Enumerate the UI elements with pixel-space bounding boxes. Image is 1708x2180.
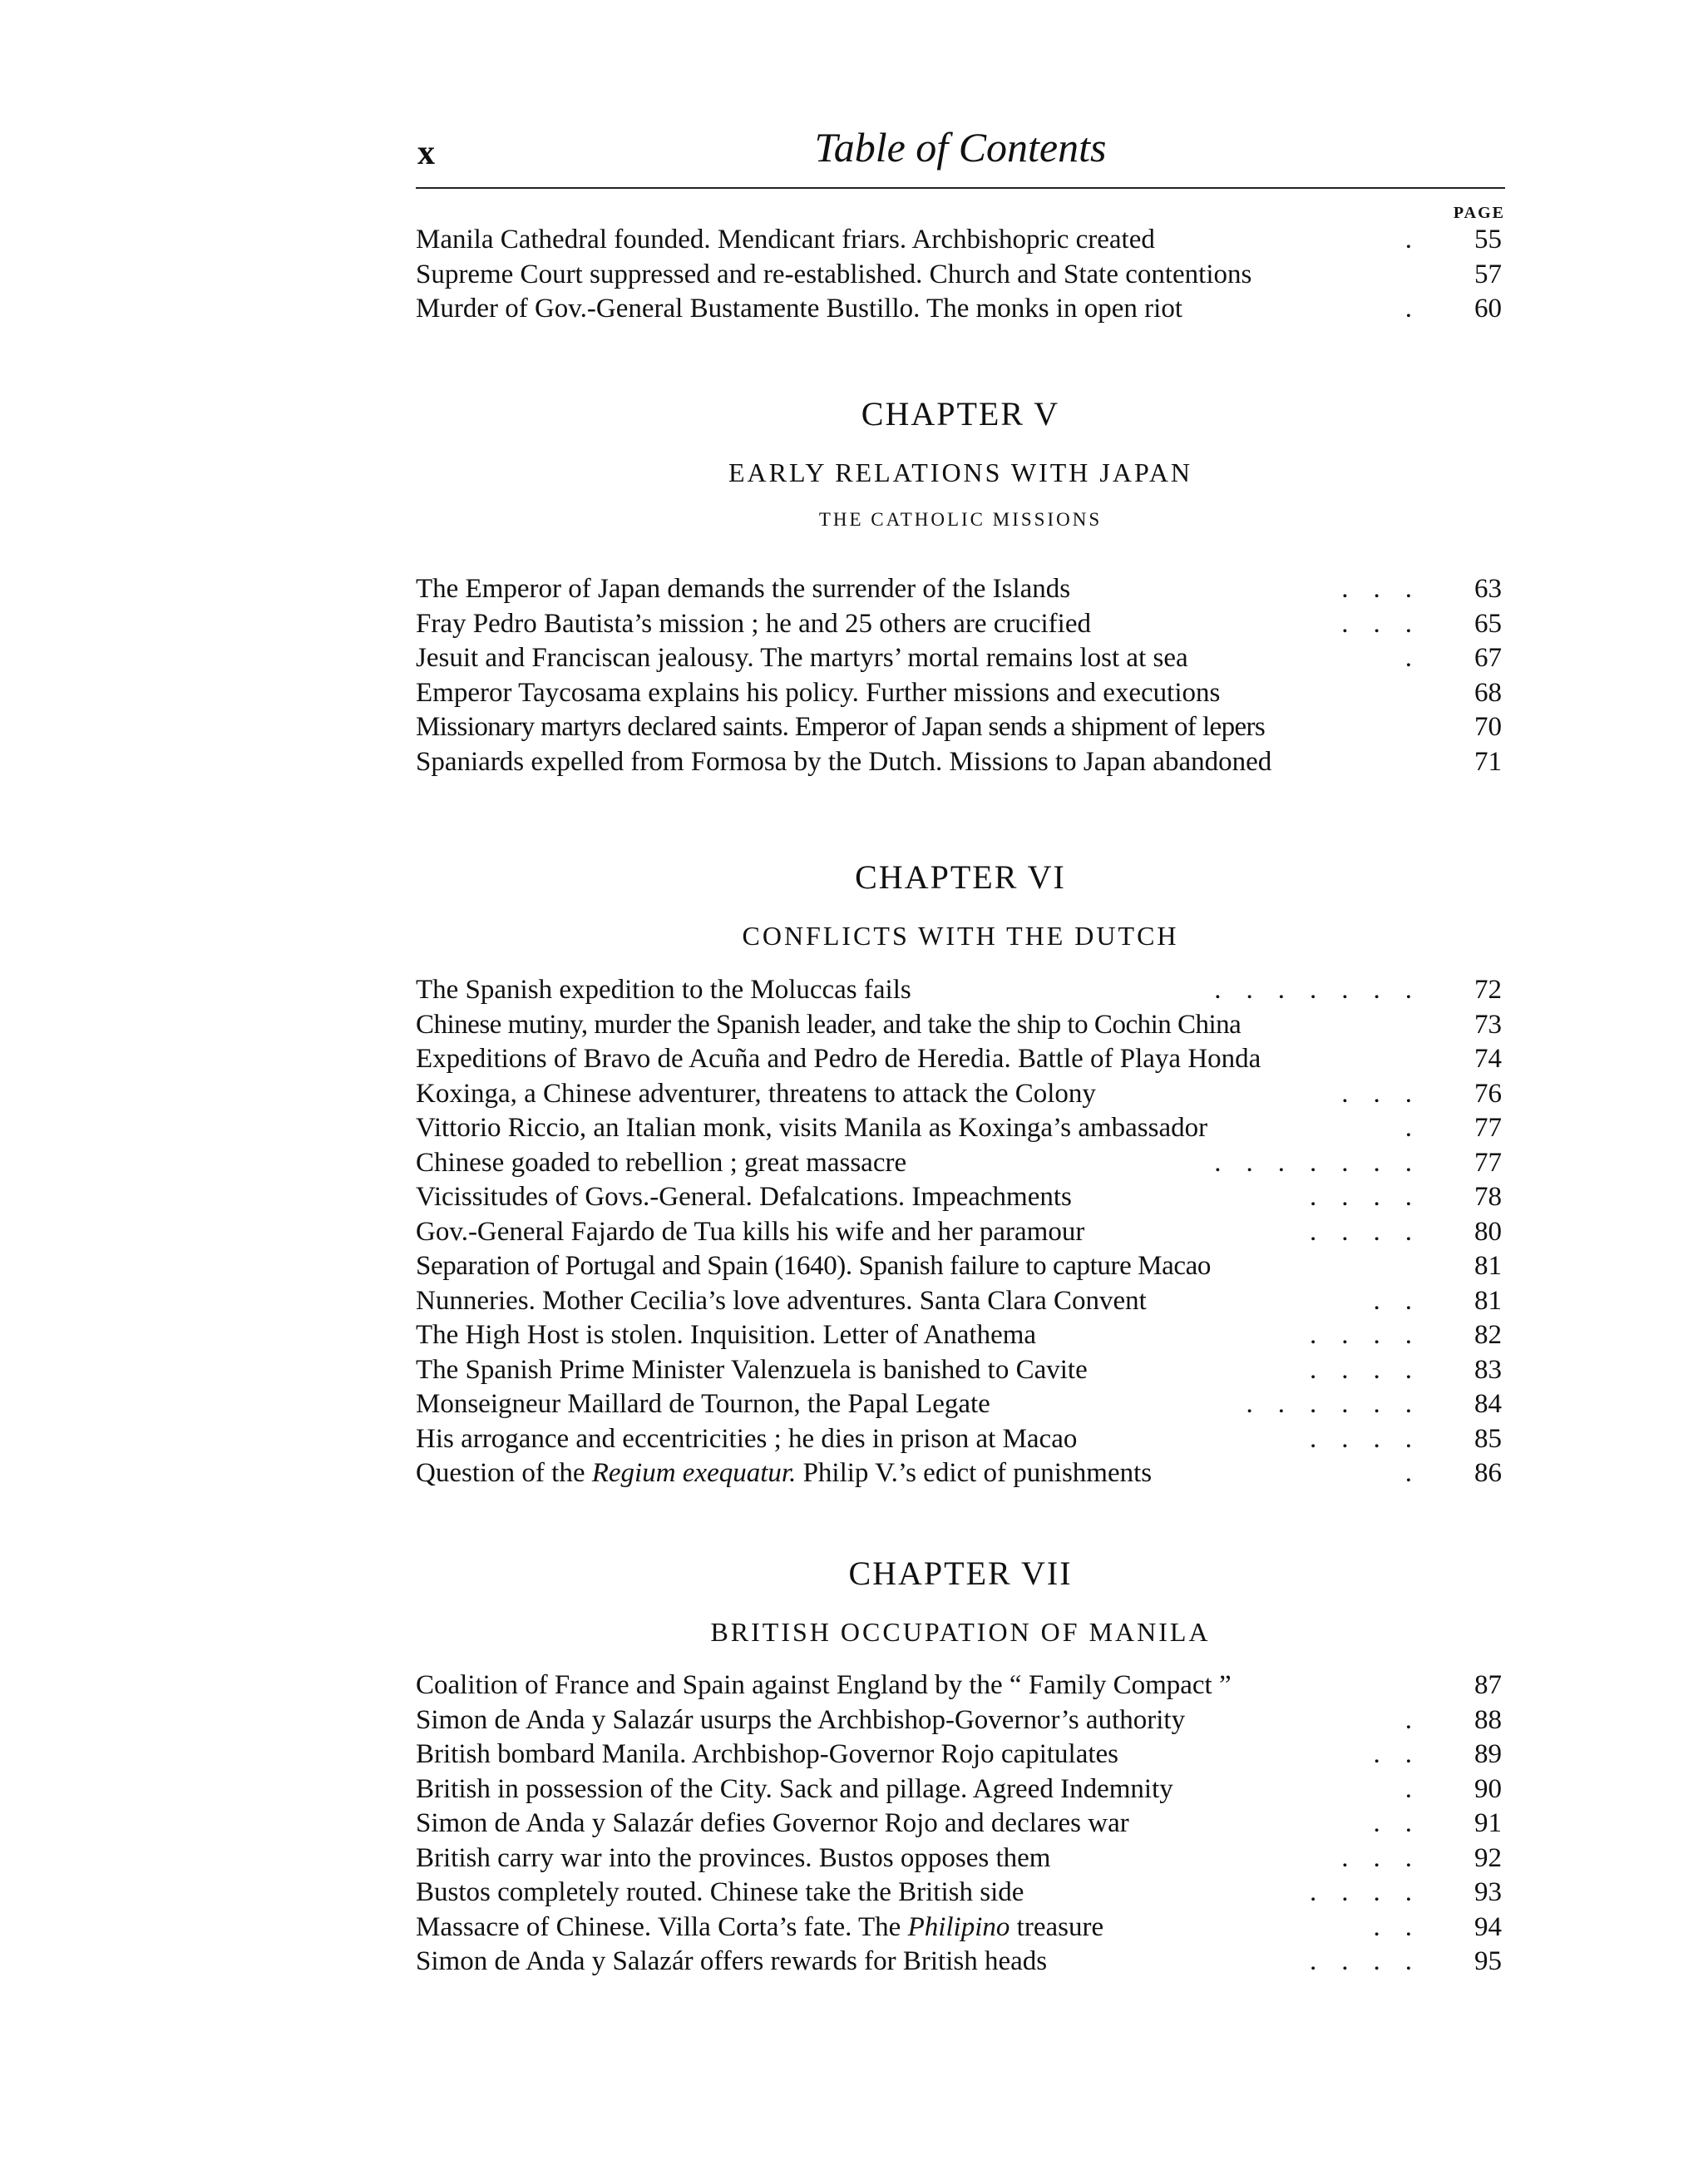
entry-text: British carry war into the provinces. Bustos opposes them: [416, 1842, 1051, 1873]
entry-page: 55: [1474, 225, 1502, 255]
entry-page: 57: [1474, 259, 1502, 289]
entry-page: 89: [1474, 1739, 1502, 1769]
chapter-entries: [416, 1668, 1505, 1980]
leader-dots: .......: [1214, 1147, 1437, 1178]
toc-entry[interactable]: [416, 572, 1505, 607]
entry-text: Vicissitudes of Govs.-General. Defalcations. Impeachments: [416, 1182, 1072, 1212]
entry-text: Bustos completely routed. Chinese take the British side: [416, 1877, 1024, 1907]
entry-text-italic: Regium exequatur.: [591, 1458, 797, 1488]
entry-text: Fray Pedro Bautista’s mission ; he and 25 others are crucified: [416, 608, 1091, 639]
entry-page: 74: [1474, 1044, 1502, 1074]
toc-entry[interactable]: [416, 1807, 1505, 1841]
toc-entry[interactable]: [416, 745, 1505, 780]
chapter-number: CHAPTER VII: [848, 1555, 1073, 1592]
toc-entry[interactable]: [416, 973, 1505, 1008]
leader-dots: ......: [1246, 1389, 1437, 1419]
toc-entry[interactable]: [416, 676, 1505, 711]
chapter-heading: [416, 389, 1505, 534]
toc-entry[interactable]: [416, 1042, 1505, 1077]
chapter-number: CHAPTER VI: [855, 858, 1066, 896]
leader-dots: ..: [1373, 1808, 1437, 1838]
entry-page: 86: [1474, 1458, 1502, 1488]
toc-entry[interactable]: [416, 1249, 1505, 1284]
toc-entry[interactable]: [416, 1911, 1505, 1945]
leader-dots: ...: [1341, 608, 1437, 639]
chapter-number: CHAPTER V: [861, 395, 1060, 433]
entry-text: The Spanish expedition to the Moluccas fails: [416, 975, 911, 1005]
entry-text: Simon de Anda y Salazár defies Governor Rojo and declares war: [416, 1808, 1129, 1838]
entry-text: Monseigneur Maillard de Tournon, the Papal Legate: [416, 1389, 990, 1419]
toc-entry[interactable]: [416, 641, 1505, 676]
entry-page: 71: [1474, 746, 1502, 777]
page-folio: x: [417, 134, 435, 172]
entry-page: 76: [1474, 1078, 1502, 1109]
toc-entry[interactable]: [416, 1387, 1505, 1422]
page-title: Table of Contents: [814, 124, 1107, 171]
entry-text: Chinese goaded to rebellion ; great massacre: [416, 1147, 907, 1178]
leader-dots: .: [1404, 1773, 1437, 1804]
page-column-label: PAGE: [1453, 204, 1505, 222]
entry-text-part: Massacre of Chinese. Villa Corta’s fate. The: [416, 1911, 908, 1942]
toc-entry[interactable]: [416, 1077, 1505, 1112]
entry-page: 95: [1474, 1946, 1502, 1976]
toc-entry[interactable]: [416, 1180, 1505, 1215]
leader-dots: .: [1404, 1113, 1437, 1143]
entry-text: Murder of Gov.-General Bustamente Bustillo. The monks in open riot: [416, 294, 1183, 324]
entry-text: Simon de Anda y Salazár usurps the Archbishop-Governor’s authority: [416, 1704, 1186, 1735]
entry-page: 93: [1474, 1877, 1502, 1907]
entry-text: Gov.-General Fajardo de Tua kills his wife and her paramour: [416, 1216, 1085, 1247]
entry-page: 81: [1474, 1285, 1502, 1316]
toc-entry[interactable]: [416, 1703, 1505, 1738]
entry-page: 81: [1474, 1251, 1502, 1281]
continued-entries: [416, 223, 1505, 327]
chapter-entries: [416, 973, 1505, 1491]
entry-page: 84: [1474, 1389, 1502, 1419]
entry-page: 88: [1474, 1704, 1502, 1735]
toc-entry[interactable]: [416, 1353, 1505, 1388]
entry-page: 83: [1474, 1354, 1502, 1385]
entry-text: British in possession of the City. Sack and pillage. Agreed Indemnity: [416, 1773, 1173, 1804]
toc-entry[interactable]: [416, 258, 1505, 293]
toc-entry[interactable]: [416, 1738, 1505, 1772]
entry-text: Nunneries. Mother Cecilia’s love adventures. Santa Clara Convent: [416, 1285, 1147, 1316]
header-rule: [416, 187, 1505, 189]
entry-text-part: treasure: [1009, 1911, 1104, 1942]
entry-page: 91: [1474, 1808, 1502, 1838]
toc-entry[interactable]: [416, 1318, 1505, 1353]
entry-text: Simon de Anda y Salazár offers rewards for British heads: [416, 1946, 1048, 1976]
entry-text: Vittorio Riccio, an Italian monk, visits Manila as Koxinga’s ambassador: [416, 1113, 1208, 1143]
leader-dots: .: [1404, 643, 1437, 673]
entry-text: His arrogance and eccentricities ; he dies in prison at Macao: [416, 1423, 1078, 1454]
entry-text: Spaniards expelled from Formosa by the Dutch. Missions to Japan abandoned: [416, 746, 1272, 777]
leader-dots: ..: [1373, 1911, 1437, 1942]
entry-text: Separation of Portugal and Spain (1640). Spanish failure to capture Macao: [416, 1251, 1211, 1281]
entry-page: 77: [1474, 1147, 1502, 1178]
entry-text: British bombard Manila. Archbishop-Governor Rojo capitulates: [416, 1739, 1119, 1769]
toc-entry[interactable]: [416, 1284, 1505, 1319]
toc-entry[interactable]: [416, 1215, 1505, 1250]
entry-text: Emperor Taycosama explains his policy. Further missions and executions: [416, 677, 1221, 708]
entry-page: 70: [1474, 712, 1502, 742]
entry-text-part: Question of the: [416, 1458, 592, 1488]
leader-dots: ...: [1341, 574, 1437, 604]
leader-dots: ....: [1310, 1320, 1437, 1350]
entry-page: 60: [1474, 294, 1502, 324]
leader-dots: ..: [1373, 1739, 1437, 1769]
toc-entry[interactable]: [416, 223, 1505, 258]
entry-text: [416, 1456, 1152, 1491]
entry-text-italic: Philipino: [907, 1911, 1010, 1942]
toc-entry[interactable]: [416, 607, 1505, 642]
toc-entry[interactable]: [416, 1841, 1505, 1876]
entry-page: 82: [1474, 1320, 1502, 1350]
entry-page: 87: [1474, 1670, 1502, 1700]
entry-text: [416, 1911, 1103, 1945]
leader-dots: .: [1404, 294, 1437, 324]
toc-entry[interactable]: [416, 1876, 1505, 1911]
leader-dots: ....: [1310, 1946, 1437, 1976]
entry-text: Jesuit and Franciscan jealousy. The martyrs’ mortal remains lost at sea: [416, 643, 1188, 673]
toc-entry[interactable]: [416, 710, 1505, 745]
toc-entry[interactable]: [416, 1772, 1505, 1807]
leader-dots: ....: [1310, 1423, 1437, 1454]
entry-text: Supreme Court suppressed and re-established. Church and State contentions: [416, 259, 1252, 289]
toc-entry[interactable]: [416, 1146, 1505, 1181]
entry-page: 80: [1474, 1216, 1502, 1247]
toc-entry[interactable]: [416, 1008, 1505, 1043]
chapter-title: BRITISH OCCUPATION OF MANILA: [710, 1617, 1211, 1647]
entry-page: 72: [1474, 975, 1502, 1005]
chapter-heading: [416, 1549, 1505, 1650]
entry-text: Chinese mutiny, murder the Spanish leader, and take the ship to Cochin China: [416, 1009, 1242, 1040]
leader-dots: .: [1404, 225, 1437, 255]
leader-dots: .: [1404, 1704, 1437, 1735]
entry-text: Koxinga, a Chinese adventurer, threatens to attack the Colony: [416, 1078, 1096, 1109]
entry-text: The Emperor of Japan demands the surrender of the Islands: [416, 574, 1071, 604]
leader-dots: ...: [1341, 1078, 1437, 1109]
entry-page: 67: [1474, 643, 1502, 673]
entry-page: 68: [1474, 677, 1502, 708]
toc-entry[interactable]: [416, 1422, 1505, 1457]
entry-page: 77: [1474, 1113, 1502, 1143]
chapter-title: EARLY RELATIONS WITH JAPAN: [728, 457, 1193, 487]
leader-dots: ....: [1310, 1216, 1437, 1247]
entry-text-part: Philip V.’s edict of punishments: [796, 1458, 1153, 1488]
entry-text: Expeditions of Bravo de Acuña and Pedro de Heredia. Battle of Playa Honda: [416, 1044, 1261, 1074]
toc-entry[interactable]: [416, 292, 1505, 327]
leader-dots: ....: [1310, 1182, 1437, 1212]
entry-text: Coalition of France and Spain against England by the “ Family Compact ”: [416, 1670, 1232, 1700]
entry-text: Manila Cathedral founded. Mendicant friars. Archbishopric created: [416, 225, 1155, 255]
leader-dots: ...: [1341, 1842, 1437, 1873]
toc-entry[interactable]: [416, 1945, 1505, 1980]
entry-page: 85: [1474, 1423, 1502, 1454]
entry-page: 65: [1474, 608, 1502, 639]
chapter-entries: [416, 572, 1505, 779]
leader-dots: .......: [1214, 975, 1437, 1005]
toc-entry[interactable]: [416, 1668, 1505, 1703]
entry-text: The High Host is stolen. Inquisition. Letter of Anathema: [416, 1320, 1037, 1350]
leader-dots: .: [1404, 1458, 1437, 1488]
toc-entry[interactable]: [416, 1111, 1505, 1146]
running-head: [416, 116, 1505, 183]
toc-entry[interactable]: [416, 1456, 1505, 1491]
entry-page: 94: [1474, 1911, 1502, 1942]
entry-text: The Spanish Prime Minister Valenzuela is banished to Cavite: [416, 1354, 1088, 1385]
entry-text: Missionary martyrs declared saints. Emperor of Japan sends a shipment of lepers: [416, 712, 1266, 742]
entry-page: 92: [1474, 1842, 1502, 1873]
entry-page: 73: [1474, 1009, 1502, 1040]
leader-dots: ....: [1310, 1877, 1437, 1907]
chapter-subtitle: THE CATHOLIC MISSIONS: [818, 509, 1103, 530]
entry-page: 78: [1474, 1182, 1502, 1212]
chapter-title: CONFLICTS WITH THE DUTCH: [742, 921, 1179, 951]
leader-dots: ..: [1373, 1285, 1437, 1316]
entry-page: 90: [1474, 1773, 1502, 1804]
leader-dots: ....: [1310, 1354, 1437, 1385]
entry-page: 63: [1474, 574, 1502, 604]
chapter-heading: [416, 853, 1505, 954]
